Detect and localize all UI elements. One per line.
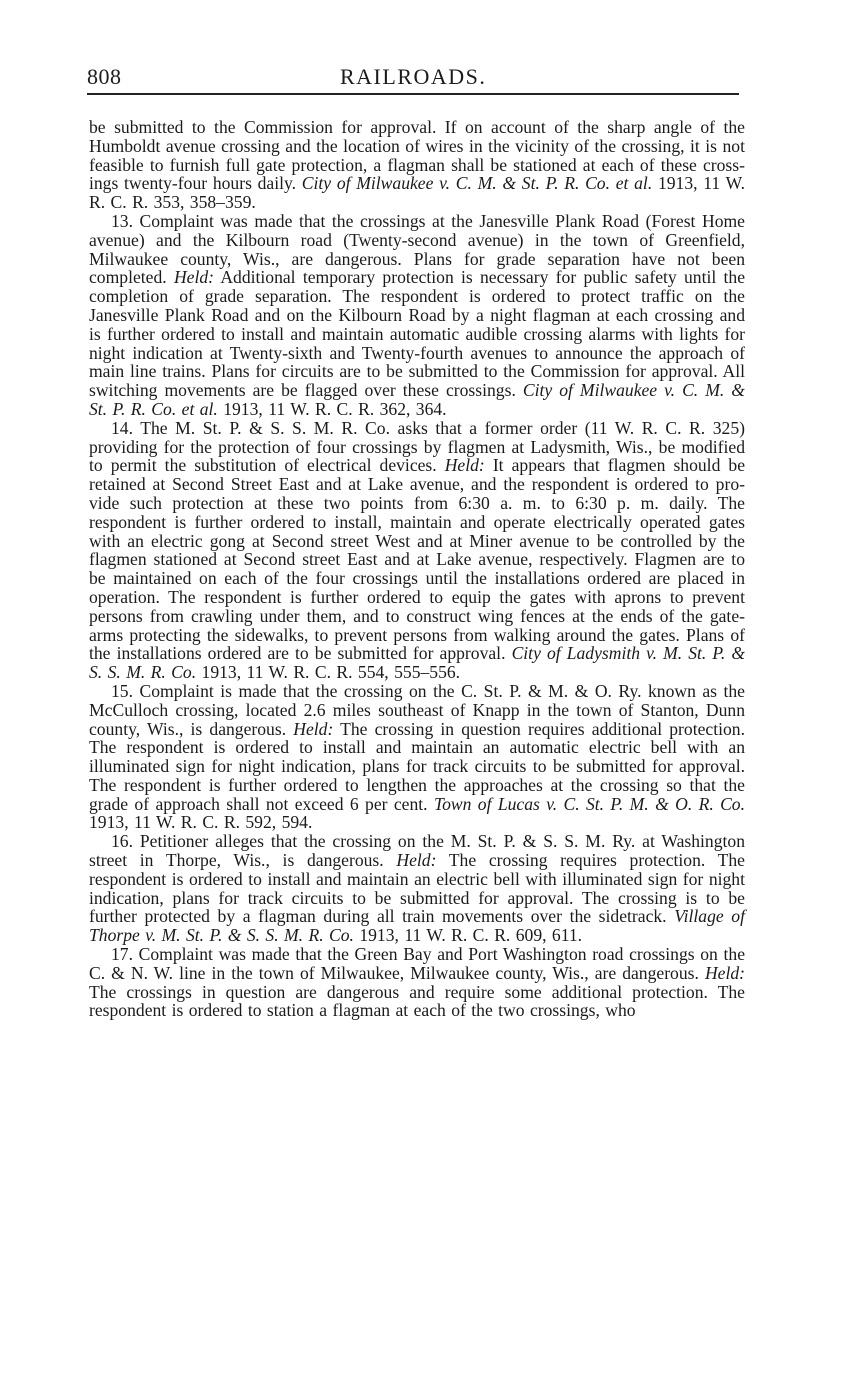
text-run: The crossing requires protection. The respondent is ordered to install and maintain an electric bell with illuminated sign for night indication, plans for track circuits to be submitted for approval. The crossing is to be further protected by a flagman during all train movements over the sidetrack. (89, 850, 745, 927)
case-citation: City of Ladysmith v. M. St. P. & S. S. M. R. Co. (89, 643, 746, 683)
text-run: 1913, 11 W. R. C. R. 592, 594. (89, 812, 313, 833)
text-run: 13. Complaint was made that the crossings at the Janesville Plank Road (Forest Home avenue) and the Kilbourn road (Twenty-second avenue) in the town of Greenfield, Milwaukee county, Wis., are dangerous. Plans for grade separation have not been completed. (89, 210, 745, 288)
held-label: Held: (444, 455, 485, 476)
text-run: 1913, 11 W. R. C. R. 554, 555–556. (196, 662, 461, 683)
held-label: Held: (173, 267, 215, 288)
text-run: Additional temporary protection is necessary for public safety until the completion of grade separation. The respondent is ordered to protect traffic on the Janesville Plank Road and on the Kilbourn Road by a night flagman at each crossing and is further ordered to install and maintain automatic audible crossing alarms with lights for night indication at Twenty-sixth and Twenty-fourth avenues to announce the approach of main line trains. Plans for circuits are to be submitted to the Commission for approval. All switching movements are be flagged over these crossings. (89, 267, 746, 401)
text-run: 14. The M. St. P. & S. S. M. R. Co. asks that a former order (11 W. R. C. R. 325) providing for the protection of four crossings by flagmen at Ladysmith, Wis., be modified to permit the substitution of electrical devices. (89, 417, 745, 476)
held-label: Held: (704, 962, 745, 983)
running-title: RAILROADS. (340, 64, 487, 89)
paragraph-17 (89, 945, 745, 1020)
text-run: It appears that flagmen should be retained at Second Street East and at Lake avenue, and the respondent is ordered to provide such protection at these two points from 6:30 a. m. to 6:30 p. m. daily. The respondent is further ordered to install, maintain and operate electrically operated gates with an electric gong at Second street West and at Miner avenue to be controlled by the flagmen stationed at Second street East and at Lake avenue, respectively. Flagmen are to be maintained on each of the four crossings until the installations ordered are placed in operation. The respondent is further ordered to equip the gates with aprons to prevent persons from crawling under them, and to construct wing fences at the ends of the gate-arms protecting the sidewalks, to prevent persons from walking around the gates. Plans of the installations ordered are to be submitted for approval. (89, 455, 745, 664)
case-citation: City of Milwaukee v. C. M. & St. P. R. Co. et al. (301, 173, 653, 194)
held-label: Held: (396, 850, 437, 871)
text-run: The crossings in question are dangerous and require some additional protection. The respondent is ordered to station a flagman at each of the two crossings, who (89, 981, 745, 1021)
page-header (87, 62, 742, 98)
paragraph-15 (89, 682, 745, 832)
text-run: 15. Complaint is made that the crossing on the C. St. P. & M. & O. Ry. known as the McCulloch crossing, located 2.6 miles southeast of Knapp in the town of Stanton, Dunn county, Wis., is dangerous. (89, 680, 745, 739)
case-citation: Town of Lucas v. C. St. P. M. & O. R. Co. (433, 793, 746, 814)
paragraph-14 (89, 419, 745, 682)
held-label: Held: (293, 718, 334, 739)
text-run: be submitted to the Commission for approval. If on account of the sharp angle of the Humboldt avenue crossing and the location of wires in the vicinity of the crossing, it is not feasible to furnish full gate protection, a flagman shall be stationed at each of these crossings twenty-four hours daily. (89, 117, 745, 194)
text-run: 17. Complaint was made that the Green Bay and Port Washington road crossings on the C. & N. W. line in the town of Milwaukee, Milwaukee county, Wis., are dangerous. (89, 944, 745, 983)
body-text (89, 118, 745, 1020)
case-citation: Village of Thorpe v. M. St. P. & S. S. M. R. Co. (89, 906, 745, 946)
paragraph-continuation (89, 118, 745, 212)
paragraph-16 (89, 832, 745, 945)
page-number: 808 (87, 64, 122, 89)
text-run: 1913, 11 W. R. C. R. 362, 364. (217, 398, 447, 419)
paragraph-13 (89, 212, 745, 419)
text-run: 1913, 11 W. R. C. R. 353, 358–359. (89, 173, 745, 213)
case-citation: City of Milwaukee v. C. M. & St. P. R. Co. et al. (89, 380, 745, 419)
text-run: The crossing in question requires additional protection. The respondent is ordered to install and maintain an automatic electric bell with an illuminated sign for night indication, plans for track circuits to be submitted for approval. The respondent is further ordered to lengthen the approaches at the crossing so that the grade of approach shall not exceed 6 per cent. (89, 718, 745, 814)
text-run: 16. Petitioner alleges that the crossing on the M. St. P. & S. S. M. Ry. at Washington street in Thorpe, Wis., is dangerous. (89, 831, 745, 871)
header-rule (87, 93, 739, 95)
text-run: 1913, 11 W. R. C. R. 609, 611. (353, 925, 583, 946)
